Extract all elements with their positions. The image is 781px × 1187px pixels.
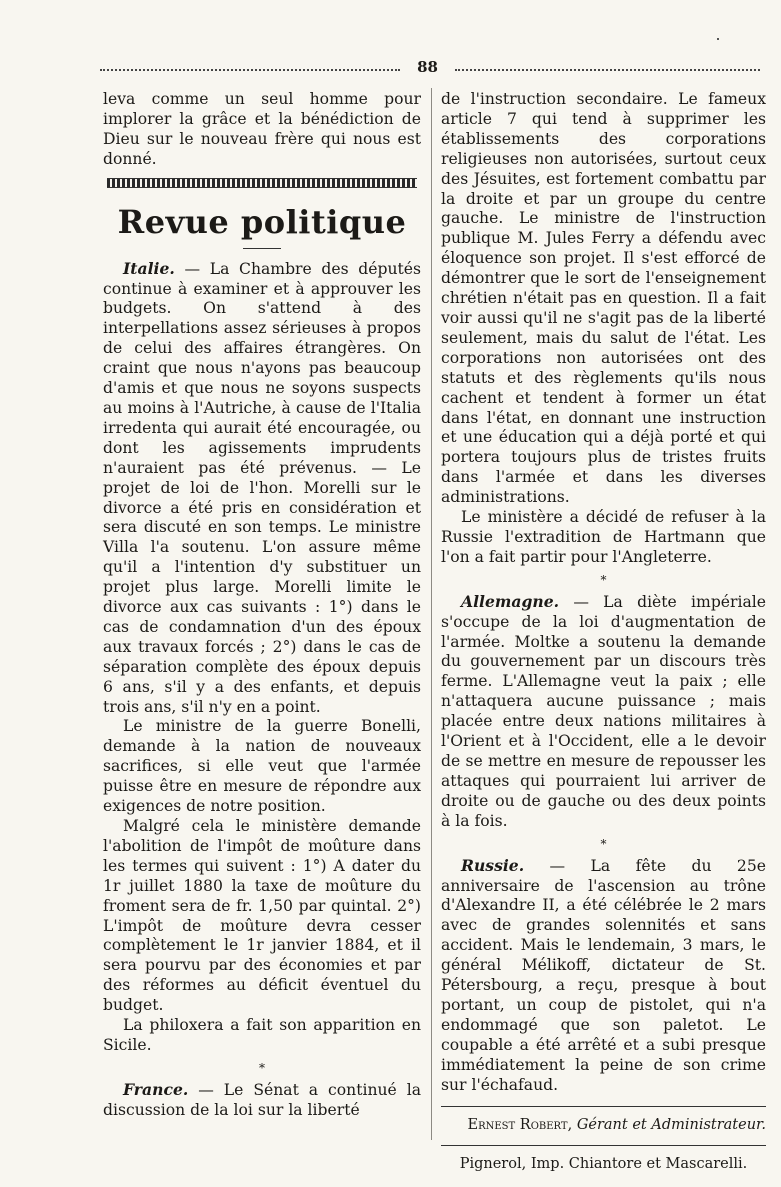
separator-star: * (600, 836, 607, 851)
right-column (441, 90, 766, 1174)
france-paragraph (103, 1080, 421, 1121)
header-rule-right (455, 69, 760, 71)
manager-line (441, 1115, 766, 1135)
column-divider (431, 88, 432, 1140)
manager-title: Gérant et Administrateur. (576, 1116, 766, 1133)
stray-mark (717, 38, 719, 40)
page-number: 88 (417, 58, 438, 76)
russie-paragraph (441, 856, 766, 1096)
allemagne-paragraph (441, 592, 766, 832)
france-continued-paragraph: de l'instruction secondaire. Le fameux article 7 qui tend à supprimer les établissements des corporations religieuses non autorisées, surtout ceux des Jésuites, est fortement combattu par la droite et par un groupe du centre gauche. Le ministre de l'instruction publique M. Jules Ferry a défendu avec éloquence son projet. Il s'est efforcé de démontrer que le sort de l'enseignement chrétien n'était pas en question. Il a fait voir aussi qu'il ne s'agit pas de la liberté seulement, mais du salut de l'état. Les corporations non autorisées ont des statuts et des règlements qu'ils nous cachent et tendent à former un état dans l'état, en donnant une instruction et une éducation qui a déjà porté et qui portera toujours plus de tristes fruits dans l'armée et dans les diverses administrations. (441, 90, 766, 507)
italie-text: — La Chambre des députés continue à examiner et à approuver les budgets. On s'attend à des interpellations assez sérieuses à propos de celui des affaires étrangères. On craint que nous n'ayons pas beaucoup d'amis et que nous ne soyons suspects au moins à l'Autriche, à cause de l'Italia irredenta qui aurait été encouragée, ou dont les agissements imprudents n'auraient pas été prévenus. — Le projet de loi de l'hon. Morelli sur le divorce a été pris en considération et sera discuté en son temps. Le ministre Villa l'a soutenu. L'on assure même qu'il a l'intention d'y substituer un projet plus large. Morelli limite le divorce aux cas suivants : 1°) dans le cas de condamnation d'un des époux aux travaux forcés ; 2°) dans le cas de séparation complète des époux depuis 6 ans, s'il y a des enfants, et depuis trois ans, s'il n'y en a point. (103, 259, 421, 716)
italie-paragraph (103, 259, 421, 718)
left-column (103, 90, 421, 1121)
malgre-paragraph: Malgré cela le ministère demande l'abolition de l'impôt de moûture dans les termes qui suivent : 1°) A dater du 1r juillet 1880 la taxe de moûture du froment sera de fr. 1,50 par quintal. 2°) L'impôt de moûture devra cesser complètement le 1r janvier 1884, et il sera pourvu par des économies et par des réformes au déficit éventuel du budget. (103, 817, 421, 1015)
header-rule-left (100, 69, 400, 71)
country-heading-russie: Russie. (461, 855, 525, 875)
printer-line: Pignerol, Imp. Chiantore et Mascarelli. (459, 1155, 748, 1172)
intro-paragraph: leva comme un seul homme pour implorer la grâce et la bénédiction de Dieu sur le nouveau frère qui nous est donné. (103, 90, 421, 168)
france-text: — Le Sénat a continué la discussion de la loi sur la liberté (103, 1080, 421, 1119)
bonelli-paragraph: Le ministre de la guerre Bonelli, demande à la nation de nouveaux sacrifices, si elle veut que l'armée puisse être en mesure de répondre aux exigences de notre position. (103, 717, 421, 816)
country-heading-france: France. (123, 1079, 189, 1099)
separator-star: * (259, 1060, 265, 1075)
russie-text: — La fête du 25e anniversaire de l'ascension au trône d'Alexandre II, a été célébrée le 2 mars avec de grandes solennités et sans accident. Mais le lendemain, 3 mars, le général Mélikoff, dictateur de St. Pétersbourg, a reçu, presque à bout portant, un coup de pistolet, qui n'a endommagé que son paletot. Le coupable a été arrêté et a subi presque immédiatement la peine de son crime sur l'échafaud. (441, 856, 766, 1094)
separator-star: * (600, 572, 607, 587)
page-header (100, 58, 760, 82)
country-heading-italie: Italie. (123, 258, 175, 278)
footer-rule (441, 1106, 766, 1107)
section-title: Revue politique (117, 202, 407, 241)
allemagne-text: — La diète impériale s'occupe de la loi d'augmentation de l'armée. Moltke a soutenu la demande du gouvernement par un discours très ferme. L'Allemagne veut la paix ; elle n'attaquera aucune puissance ; mais placée entre deux nations militaires à l'Orient et à l'Occident, elle a le devoir de se mettre en mesure de repousser les attaques qui pourraient lui arriver de droite ou de gauche ou des deux points à la fois. (441, 592, 766, 830)
section-divider (107, 178, 417, 188)
hartmann-paragraph: Le ministère a décidé de refuser à la Russie l'extradition de Hartmann que l'on a fait partir pour l'Angleterre. (441, 508, 766, 566)
country-heading-allemagne: Allemagne. (461, 591, 560, 611)
footer-rule (441, 1145, 766, 1146)
title-rule (243, 248, 281, 249)
manager-name: Ernest Robert, (467, 1116, 573, 1133)
phylloxera-paragraph: La philoxera a fait son apparition en Sicile. (103, 1016, 421, 1054)
